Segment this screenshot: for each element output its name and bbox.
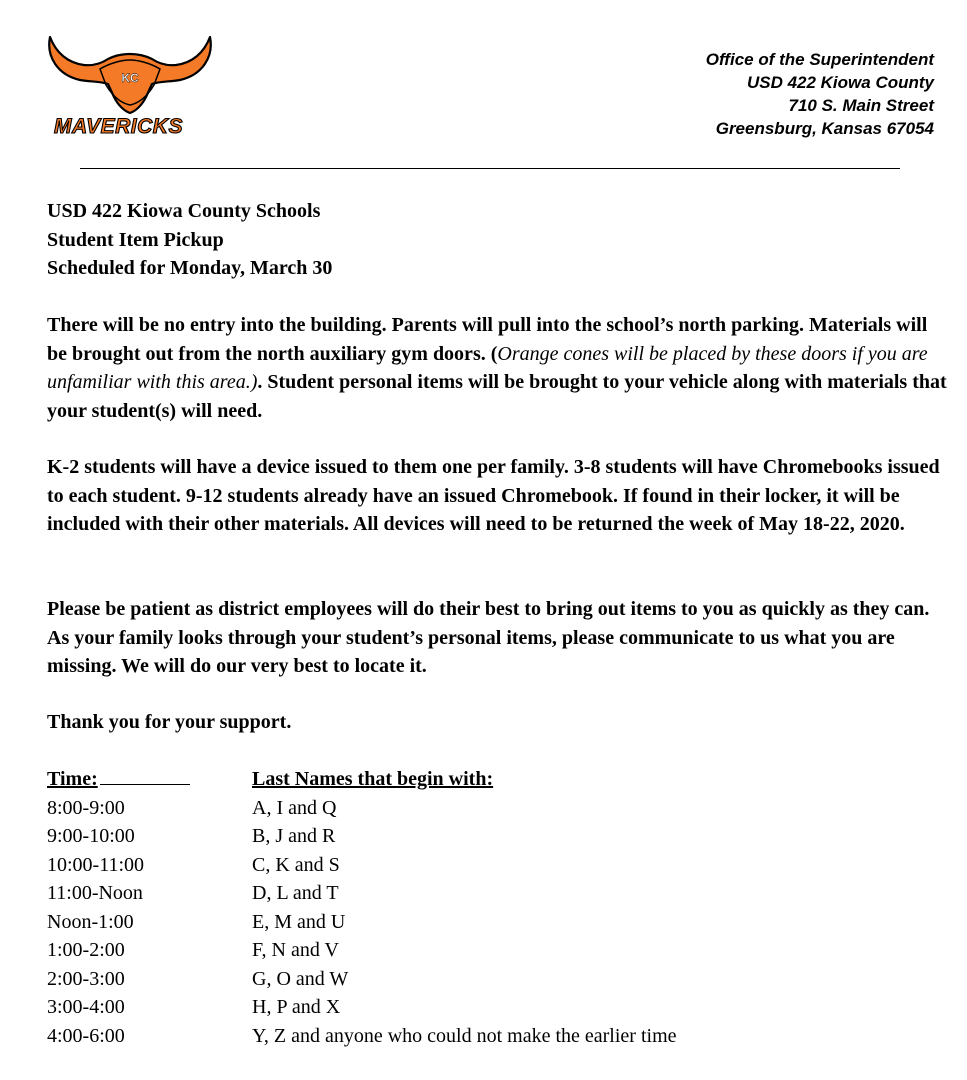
schedule-names: Y, Z and anyone who could not make the earlier time bbox=[252, 1024, 677, 1047]
heading-line: Student Item Pickup bbox=[47, 228, 224, 251]
table-row bbox=[47, 794, 677, 823]
mavericks-logo bbox=[44, 25, 216, 145]
schedule-names: C, K and S bbox=[252, 853, 340, 876]
schedule-time: 4:00-6:00 bbox=[47, 1024, 125, 1047]
paragraph-thanks: Thank you for your support. bbox=[47, 711, 292, 733]
table-row bbox=[47, 993, 677, 1022]
heading-line: Scheduled for Monday, March 30 bbox=[47, 257, 333, 279]
schedule-names: E, M and U bbox=[252, 910, 346, 933]
logo-badge-text: KC bbox=[121, 71, 139, 85]
paragraph-italic-note: Orange cones will be placed by these doors if you are unfamiliar with this area.) bbox=[47, 342, 928, 393]
logo-wordmark: MAVERICKS bbox=[54, 115, 183, 138]
paragraph-text: . Student personal items will be brought to your vehicle along with materials that your student(s) will need. bbox=[47, 371, 947, 422]
table-row bbox=[47, 908, 677, 937]
schedule-names: A, I and Q bbox=[252, 796, 337, 819]
schedule-time: 1:00-2:00 bbox=[47, 939, 125, 961]
bull-head-icon bbox=[44, 25, 216, 120]
paragraph-patience: Please be patient as district employees will do their best to bring out items to you as quickly as they can. As your family looks through your student’s personal items, please communicate to us what you are missing. We will do our very best to locate it. bbox=[47, 598, 930, 677]
schedule-header-names: Last Names that begin with: bbox=[252, 768, 494, 790]
office-line: Office of the Superintendent bbox=[705, 50, 934, 69]
office-line: 710 S. Main Street bbox=[788, 96, 934, 115]
heading-line: USD 422 Kiowa County Schools bbox=[47, 200, 321, 222]
paragraph-devices: K-2 students will have a device issued to them one per family. 3-8 students will have Chromebooks issued to each student. 9-12 students already have an issued Chromebook. If found in their locker, it will be included with their other materials. All devices will need to be returned the week of May 18-22, 2020. bbox=[47, 456, 940, 535]
schedule-time: 2:00-3:00 bbox=[47, 967, 125, 990]
office-line: USD 422 Kiowa County bbox=[746, 73, 934, 92]
schedule-time: 8:00-9:00 bbox=[47, 796, 125, 819]
schedule-time: 10:00-11:00 bbox=[47, 853, 145, 876]
schedule-time: 11:00-Noon bbox=[47, 882, 143, 904]
schedule-names: D, L and T bbox=[252, 882, 339, 904]
schedule-names: B, J and R bbox=[252, 825, 336, 847]
office-line: Greensburg, Kansas 67054 bbox=[715, 119, 934, 138]
document-heading bbox=[47, 197, 332, 283]
schedule-names: F, N and V bbox=[252, 939, 339, 961]
schedule-time: 3:00-4:00 bbox=[47, 996, 125, 1018]
schedule-names: H, P and X bbox=[252, 996, 341, 1018]
table-row bbox=[47, 936, 677, 965]
schedule-time: Noon-1:00 bbox=[47, 910, 134, 933]
schedule-names: G, O and W bbox=[252, 967, 349, 990]
schedule-header-time: Time: bbox=[47, 765, 252, 794]
table-row bbox=[47, 879, 677, 908]
table-row bbox=[47, 1022, 677, 1051]
schedule-time: 9:00-10:00 bbox=[47, 825, 135, 847]
table-row bbox=[47, 965, 677, 994]
pickup-schedule-table bbox=[47, 765, 677, 1050]
table-row bbox=[47, 851, 677, 880]
schedule-header-row bbox=[47, 765, 677, 794]
office-address-block bbox=[706, 48, 934, 140]
paragraph-entry-instructions bbox=[47, 311, 947, 425]
header-divider bbox=[80, 168, 900, 169]
table-row bbox=[47, 822, 677, 851]
paragraph-text: There will be no entry into the building. Parents will pull into the school’s north parking. Materials will be brought out from the north auxiliary gym doors. ( bbox=[47, 314, 928, 365]
